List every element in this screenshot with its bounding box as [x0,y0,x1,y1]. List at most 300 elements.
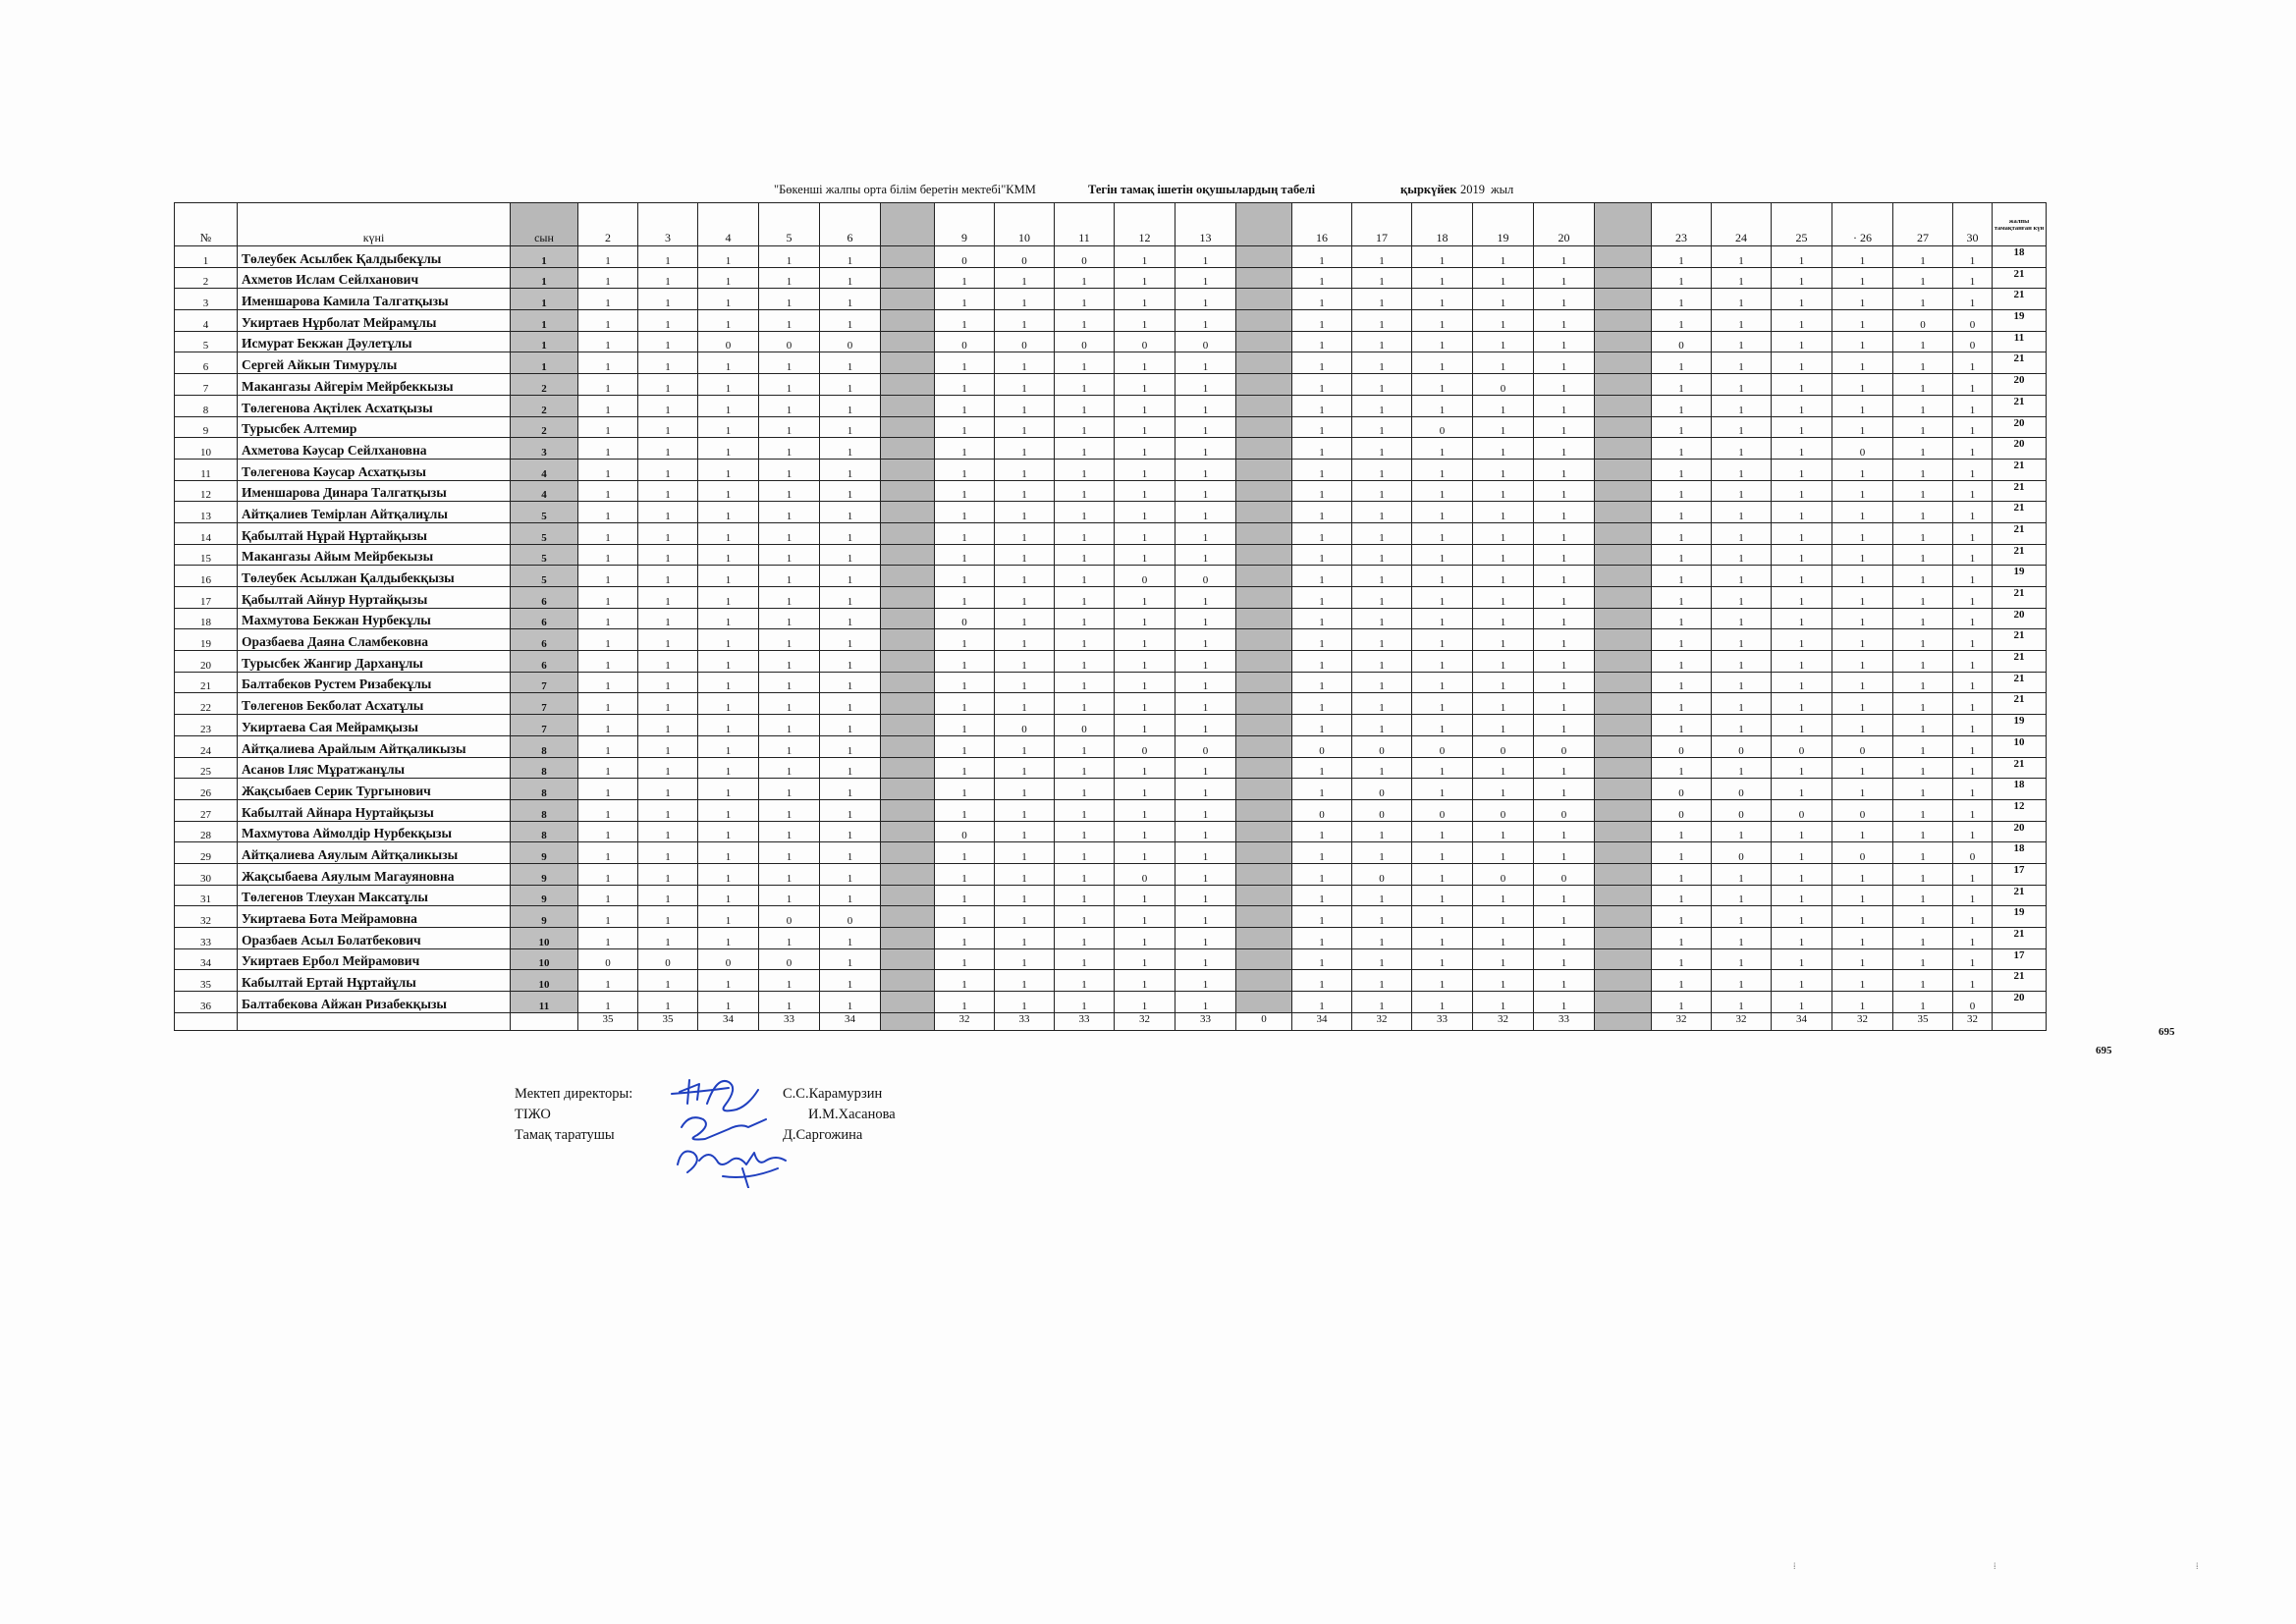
meal-mark: 1 [698,928,759,949]
meal-mark: 1 [1832,970,1893,992]
row-number: 1 [175,246,238,268]
meal-mark: 1 [1772,842,1832,864]
meal-mark: 1 [1473,416,1534,438]
meal-mark: 1 [638,779,698,800]
row-number: 19 [175,629,238,651]
meal-mark: 1 [995,416,1055,438]
meal-mark: 1 [638,502,698,523]
weekend-cell [1595,267,1652,289]
meal-mark: 1 [1832,566,1893,587]
meal-mark: 1 [1534,267,1595,289]
meal-mark: 1 [578,310,638,332]
meal-mark: 1 [1352,970,1412,992]
meal-mark: 1 [1292,438,1352,460]
meal-mark: 1 [1055,948,1115,970]
meal-mark: 1 [1412,246,1473,268]
meal-mark: 0 [1652,735,1712,757]
meal-mark: 1 [1712,715,1772,736]
meal-mark: 1 [935,715,995,736]
meal-mark: 1 [698,246,759,268]
weekend-cell [1595,906,1652,928]
meal-mark: 1 [1352,928,1412,949]
meal-mark: 1 [1953,735,1993,757]
student-total: 21 [1993,587,2047,609]
meal-mark: 1 [1832,416,1893,438]
student-name: Балтабеков Рустем Ризабекұлы [238,672,511,693]
row-number: 8 [175,395,238,416]
row-number: 13 [175,502,238,523]
meal-mark: 1 [1175,885,1236,906]
meal-mark: 1 [995,480,1055,502]
meal-mark: 1 [1832,629,1893,651]
weekend-cell [881,693,935,715]
meal-mark: 1 [1412,906,1473,928]
meal-mark: 1 [638,395,698,416]
meal-mark: 1 [820,757,881,779]
meal-mark: 1 [1893,970,1953,992]
meal-mark: 1 [1115,928,1175,949]
meal-mark: 1 [1473,821,1534,842]
meal-mark: 1 [578,522,638,544]
weekend-cell [881,331,935,352]
meal-mark: 1 [1832,374,1893,396]
meal-mark: 1 [935,395,995,416]
row-number: 35 [175,970,238,992]
meal-mark: 1 [1412,928,1473,949]
meal-mark: 1 [935,310,995,332]
meal-mark: 1 [935,374,995,396]
meal-mark: 1 [995,885,1055,906]
meal-mark: 1 [638,629,698,651]
meal-mark: 1 [1473,672,1534,693]
meal-mark: 1 [759,651,820,673]
table-row [175,480,2047,502]
meal-mark: 1 [1893,672,1953,693]
meal-mark: 1 [578,587,638,609]
meal-mark: 1 [1534,608,1595,629]
meal-mark: 1 [1712,566,1772,587]
meal-mark: 0 [1534,863,1595,885]
meal-mark: 1 [1473,651,1534,673]
meal-mark: 1 [759,438,820,460]
meal-mark: 1 [1175,948,1236,970]
meal-mark: 1 [1893,395,1953,416]
meal-mark: 1 [1534,480,1595,502]
meal-mark: 1 [1893,821,1953,842]
weekend-cell [1236,459,1292,480]
meal-mark: 1 [1712,246,1772,268]
meal-mark: 0 [1953,842,1993,864]
meal-mark: 1 [578,863,638,885]
meal-mark: 1 [698,992,759,1013]
meal-mark: 1 [1115,544,1175,566]
meal-mark: 1 [1352,522,1412,544]
meal-mark: 1 [1953,416,1993,438]
meal-mark: 1 [1412,693,1473,715]
meal-mark: 1 [1473,906,1534,928]
weekend-cell [1236,842,1292,864]
meal-mark: 1 [1055,735,1115,757]
student-total: 21 [1993,928,2047,949]
meal-mark: 1 [995,693,1055,715]
student-name: Ахметова Кәусар Сейлхановна [238,438,511,460]
meal-mark: 1 [1115,480,1175,502]
meal-mark: 1 [1893,629,1953,651]
table-row [175,587,2047,609]
weekend-cell [1595,459,1652,480]
meal-mark: 1 [1115,885,1175,906]
student-grade: 11 [511,992,578,1013]
meal-mark: 1 [1473,885,1534,906]
meal-mark: 1 [1712,651,1772,673]
meal-mark: 1 [820,928,881,949]
meal-mark: 1 [1175,799,1236,821]
student-name: Ахметов Ислам Сейлханович [238,267,511,289]
meal-mark: 1 [638,693,698,715]
meal-mark: 1 [1473,608,1534,629]
student-name: Укиртаев Ербол Мейрамович [238,948,511,970]
meal-mark: 1 [820,821,881,842]
column-header-day: · 26 [1832,203,1893,246]
meal-mark: 1 [1712,608,1772,629]
student-grade: 4 [511,459,578,480]
weekend-cell [881,438,935,460]
student-total: 21 [1993,672,2047,693]
meal-mark: 1 [1893,352,1953,374]
meal-mark: 1 [1115,715,1175,736]
meal-mark: 1 [1652,522,1712,544]
student-grade: 1 [511,352,578,374]
column-total: 34 [1772,1012,1832,1030]
meal-mark: 0 [1352,735,1412,757]
director-name: С.С.Карамурзин [783,1086,883,1102]
meal-mark: 1 [1534,438,1595,460]
meal-mark: 1 [935,885,995,906]
table-row [175,246,2047,268]
meal-mark: 1 [1352,289,1412,310]
meal-mark: 1 [1175,906,1236,928]
meal-mark: 1 [1352,310,1412,332]
weekend-cell [1236,992,1292,1013]
weekend-cell [1595,693,1652,715]
meal-mark: 1 [1175,928,1236,949]
meal-mark: 0 [759,906,820,928]
meal-mark: 0 [1115,331,1175,352]
meal-mark: 1 [1473,352,1534,374]
meal-mark: 0 [1055,715,1115,736]
document-month: қыркүйек [1400,183,1457,196]
meal-mark: 1 [1412,438,1473,460]
meal-mark: 1 [698,480,759,502]
meal-mark: 1 [1055,310,1115,332]
meal-mark: 1 [1055,395,1115,416]
meal-mark: 1 [1473,459,1534,480]
meal-mark: 1 [1652,289,1712,310]
school-name: "Бөкенші жалпы орта білім беретін мектебі"КММ [774,183,1036,196]
meal-mark: 1 [1534,289,1595,310]
student-grade: 7 [511,715,578,736]
meal-mark: 1 [1175,608,1236,629]
meal-mark: 1 [1652,693,1712,715]
meal-mark: 0 [1292,799,1352,821]
meal-mark: 1 [1534,522,1595,544]
meal-mark: 1 [995,608,1055,629]
student-total: 11 [1993,331,2047,352]
meal-mark: 1 [759,928,820,949]
meal-mark: 1 [1772,693,1832,715]
weekend-cell [1595,587,1652,609]
student-total: 21 [1993,651,2047,673]
column-total: 34 [698,1012,759,1030]
handwritten-signatures [660,1070,856,1188]
meal-mark: 1 [1352,459,1412,480]
weekend-cell [881,842,935,864]
meal-mark: 1 [1352,693,1412,715]
meal-mark: 1 [578,757,638,779]
meal-mark: 1 [1352,885,1412,906]
weekend-cell [881,799,935,821]
meal-mark: 1 [1712,587,1772,609]
meal-mark: 1 [1055,928,1115,949]
student-grade: 8 [511,779,578,800]
meal-mark: 1 [578,331,638,352]
meal-mark: 0 [1953,992,1993,1013]
meal-mark: 1 [759,715,820,736]
student-total: 21 [1993,502,2047,523]
table-row [175,331,2047,352]
weekend-cell [1595,246,1652,268]
table-row [175,970,2047,992]
meal-mark: 1 [759,459,820,480]
meal-mark: 1 [578,352,638,374]
meal-mark: 1 [820,480,881,502]
row-number: 17 [175,587,238,609]
meal-mark: 1 [1292,863,1352,885]
meal-mark: 1 [995,544,1055,566]
meal-mark: 1 [1832,502,1893,523]
meal-mark: 1 [935,522,995,544]
meal-mark: 1 [759,799,820,821]
weekend-cell [1595,331,1652,352]
meal-mark: 1 [1175,310,1236,332]
table-row [175,608,2047,629]
meal-mark: 1 [1534,331,1595,352]
weekend-cell [1236,480,1292,502]
meal-mark: 1 [578,693,638,715]
meal-mark: 1 [1055,863,1115,885]
totals-empty [238,1012,511,1030]
meal-mark: 1 [1412,842,1473,864]
student-total: 21 [1993,629,2047,651]
meal-mark: 1 [1055,629,1115,651]
meal-mark: 1 [1175,651,1236,673]
meal-mark: 1 [698,289,759,310]
weekend-cell [1595,289,1652,310]
weekend-cell [1595,629,1652,651]
column-header-day: 24 [1712,203,1772,246]
meal-mark: 1 [638,459,698,480]
meal-mark: 1 [1893,906,1953,928]
student-grade: 10 [511,970,578,992]
meal-mark: 0 [1473,374,1534,396]
meal-mark: 1 [1055,544,1115,566]
meal-mark: 1 [578,566,638,587]
meal-mark: 1 [1175,502,1236,523]
meal-mark: 1 [638,906,698,928]
meal-mark: 1 [1292,374,1352,396]
meal-mark: 1 [1953,587,1993,609]
meal-mark: 1 [1473,310,1534,332]
meal-mark: 1 [1292,522,1352,544]
meal-mark: 1 [1412,779,1473,800]
meal-mark: 1 [1893,480,1953,502]
meal-mark: 1 [1292,267,1352,289]
meal-mark: 1 [1175,289,1236,310]
table-row [175,799,2047,821]
meal-mark: 1 [1115,438,1175,460]
meal-mark: 1 [759,395,820,416]
distributor-label: Тамақ таратушы [515,1127,615,1143]
document-header [0,183,2296,202]
meal-mark: 1 [820,629,881,651]
meal-mark: 1 [1292,502,1352,523]
weekend-cell [881,267,935,289]
meal-mark: 1 [820,799,881,821]
meal-mark: 1 [1055,842,1115,864]
meal-mark: 1 [1832,757,1893,779]
meal-mark: 0 [820,906,881,928]
row-number: 7 [175,374,238,396]
meal-mark: 1 [1055,821,1115,842]
meal-mark: 1 [1175,352,1236,374]
meal-mark: 1 [759,885,820,906]
student-grade: 5 [511,522,578,544]
meal-mark: 1 [1772,629,1832,651]
meal-mark: 1 [1534,970,1595,992]
meal-mark: 1 [638,438,698,460]
row-number: 9 [175,416,238,438]
meal-mark: 1 [1832,885,1893,906]
student-name: Кабылтай Ертай Нұртайұлы [238,970,511,992]
weekend-cell [1236,672,1292,693]
table-row [175,267,2047,289]
student-grade: 2 [511,395,578,416]
meal-mark: 1 [1712,863,1772,885]
meal-mark: 1 [1652,970,1712,992]
table-row [175,906,2047,928]
meal-mark: 1 [1953,544,1993,566]
meal-mark: 1 [935,459,995,480]
meal-mark: 1 [1772,544,1832,566]
row-number: 33 [175,928,238,949]
meal-mark: 1 [820,246,881,268]
meal-mark: 1 [1652,885,1712,906]
meal-mark: 1 [1534,885,1595,906]
meal-mark: 1 [578,799,638,821]
row-number: 4 [175,310,238,332]
meal-mark: 1 [995,906,1055,928]
weekend-cell [1236,310,1292,332]
meal-mark: 1 [1893,566,1953,587]
totals-row [175,1012,2047,1030]
meal-mark: 0 [578,948,638,970]
meal-mark: 1 [1893,331,1953,352]
meal-mark: 1 [759,842,820,864]
meal-mark: 1 [578,459,638,480]
meal-mark: 1 [1115,289,1175,310]
meal-mark: 1 [995,587,1055,609]
meal-mark: 1 [1953,928,1993,949]
weekend-cell [1236,331,1292,352]
meal-mark: 1 [578,842,638,864]
document-title: Тегін тамақ ішетін оқушылардың табелі [1088,183,1316,196]
weekend-cell [881,310,935,332]
meal-mark: 1 [1412,566,1473,587]
column-total: 32 [1473,1012,1534,1030]
meal-mark: 1 [1473,544,1534,566]
meal-mark: 1 [1412,352,1473,374]
weekend-cell [881,672,935,693]
meal-mark: 1 [1292,885,1352,906]
meal-mark: 1 [1473,480,1534,502]
weekend-cell [1236,566,1292,587]
meal-mark: 1 [698,267,759,289]
row-number: 5 [175,331,238,352]
meal-mark: 0 [935,821,995,842]
student-name: Макангазы Айым Мейрбекызы [238,544,511,566]
meal-mark: 1 [1175,459,1236,480]
meal-mark: 1 [1473,587,1534,609]
weekend-cell [881,352,935,374]
meal-mark: 1 [698,522,759,544]
meal-mark: 1 [1953,757,1993,779]
student-name: Қабылтай Айнур Нуртайқызы [238,587,511,609]
student-name: Төлегенова Кәусар Асхатқызы [238,459,511,480]
meal-mark: 1 [698,374,759,396]
meal-mark: 1 [1352,629,1412,651]
student-grade: 5 [511,566,578,587]
column-total [881,1012,935,1030]
row-number: 12 [175,480,238,502]
meal-mark: 1 [1175,246,1236,268]
meal-mark: 1 [698,310,759,332]
meal-mark: 1 [1893,608,1953,629]
row-number: 15 [175,544,238,566]
column-header-day: 12 [1115,203,1175,246]
meal-mark: 1 [995,522,1055,544]
weekend-cell [1595,863,1652,885]
weekend-cell [881,395,935,416]
meal-mark: 1 [995,502,1055,523]
table-row [175,842,2047,864]
weekend-cell [1236,267,1292,289]
corner-mark-1: ⁞ [1793,1561,1796,1571]
meal-mark: 1 [1292,992,1352,1013]
meal-mark: 1 [1893,885,1953,906]
meal-mark: 0 [995,715,1055,736]
meal-mark: 1 [1412,608,1473,629]
meal-mark: 1 [1055,672,1115,693]
meal-mark: 0 [1412,416,1473,438]
column-total [1595,1012,1652,1030]
weekend-cell [1236,246,1292,268]
student-grade: 9 [511,842,578,864]
student-name: Оразбаев Асыл Болатбекович [238,928,511,949]
column-total: 35 [638,1012,698,1030]
meal-mark: 1 [1352,842,1412,864]
meal-mark: 1 [1534,544,1595,566]
meal-mark: 1 [1352,821,1412,842]
